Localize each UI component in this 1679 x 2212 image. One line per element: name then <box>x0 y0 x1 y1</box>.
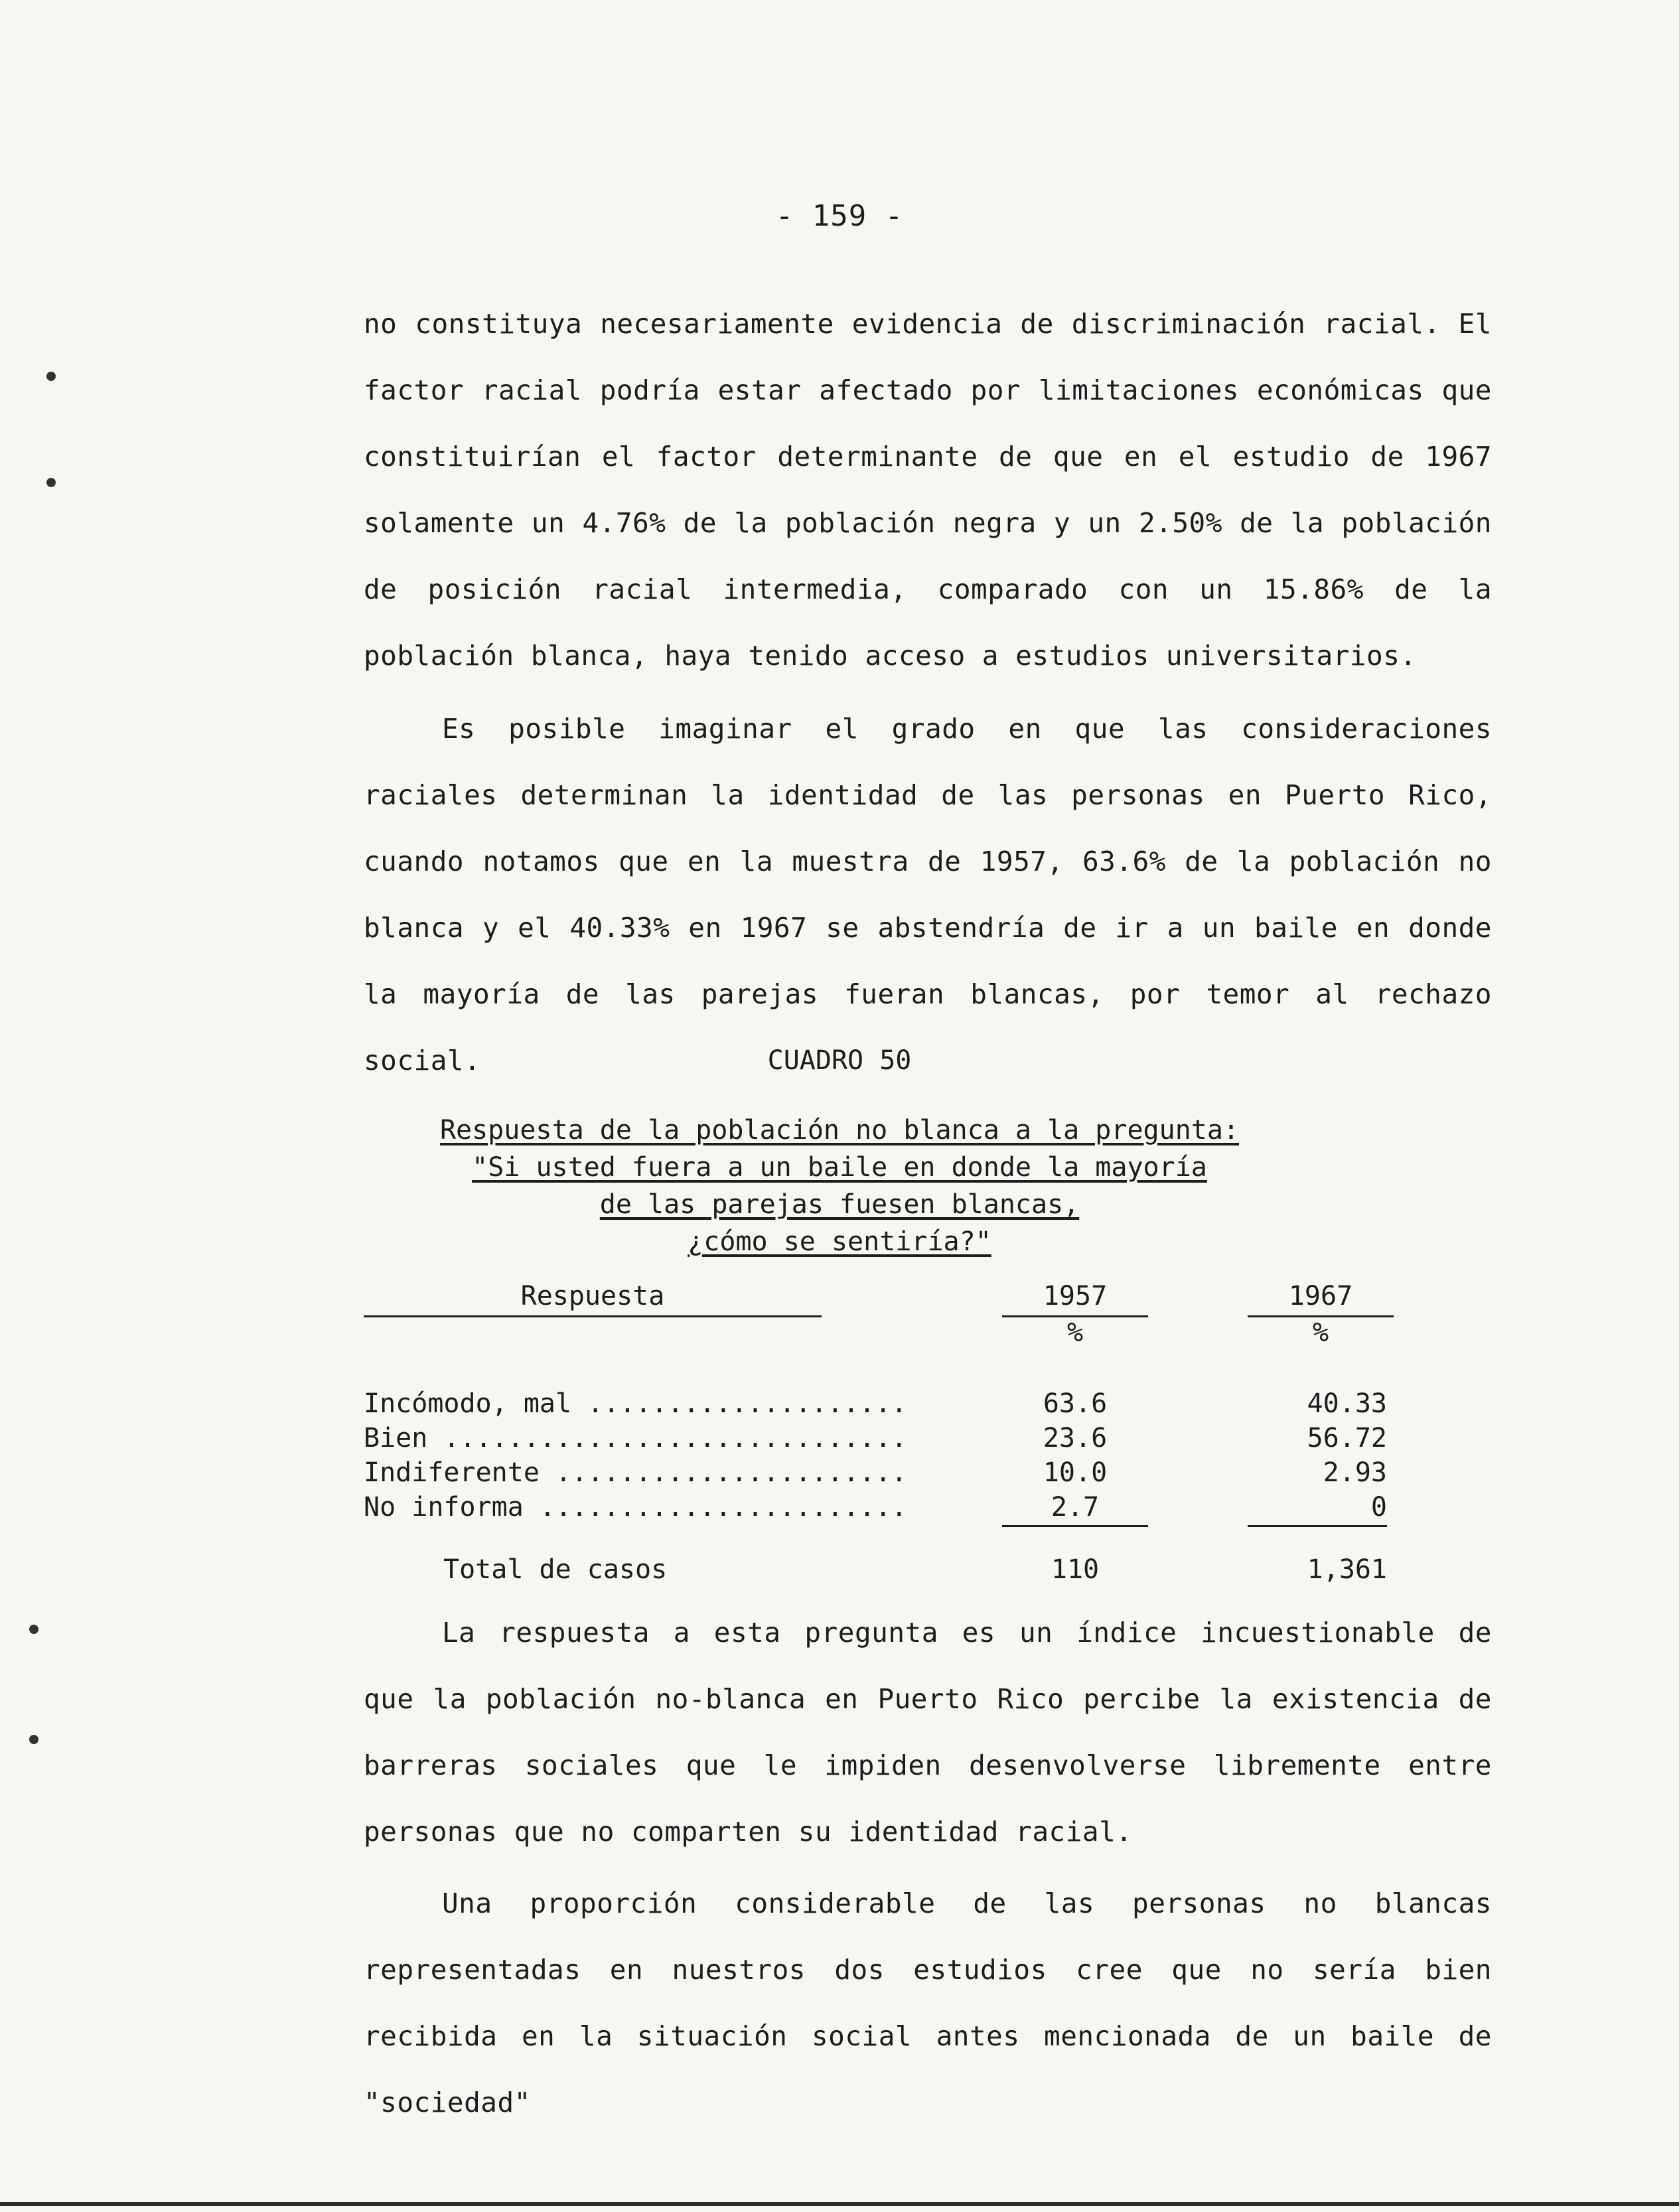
table-row <box>364 1386 1387 1422</box>
row-value-1967: 0 <box>1248 1489 1387 1527</box>
column-header-1957: 1957 <box>1002 1281 1148 1317</box>
row-value-1957: 63.6 <box>1043 1388 1108 1419</box>
column-header-1967: 1967 <box>1248 1281 1394 1317</box>
page-number: - 159 - <box>775 199 904 233</box>
paragraph-2: Es posible imaginar el grado en que las consideraciones raciales determinan la identidad de las personas en Puerto Rico, cuando notamos que en la muestra de 1957, 63.6% de la población no blanca y el 40.33% en 1967 se abstendría de ir a un baile en donde la mayoría de las parejas fueran blancas, por temor al rechazo social. <box>364 713 1492 1076</box>
table-total-row <box>364 1552 1387 1587</box>
row-value-1957: 2.7 <box>1002 1489 1148 1527</box>
paragraph-4: Una proporción considerable de las personas no blancas representadas en nuestros dos estudios cree que no sería bien recibida en la situación social antes mencionada de un baile de "sociedad" <box>364 1887 1492 2118</box>
table-title-line: "Si usted fuera a un baile en donde la mayoría <box>472 1152 1207 1183</box>
punch-hole-mark <box>29 1735 38 1744</box>
row-value-1957: 10.0 <box>1043 1457 1108 1488</box>
paragraph-3: La respuesta a esta pregunta es un índice incuestionable de que la población no-blanca en Puerto Rico percibe la existencia de barreras sociales que le impiden desenvolverse libremente entre personas que no comparten su identidad racial. <box>364 1617 1492 1848</box>
row-label: Indiferente ...................... <box>364 1457 907 1488</box>
table-row <box>364 1489 1387 1525</box>
table-row <box>364 1455 1387 1491</box>
column-header-response: Respuesta <box>364 1281 822 1317</box>
table-row <box>364 1420 1387 1456</box>
punch-hole-mark <box>46 372 56 381</box>
row-value-1967: 40.33 <box>1307 1388 1387 1419</box>
row-value-1967: 2.93 <box>1323 1457 1387 1488</box>
row-label: No informa ....................... <box>364 1492 907 1522</box>
table-label: CUADRO 50 <box>767 1045 912 1076</box>
table-title <box>0 1112 1679 1260</box>
percent-unit-1957: % <box>1066 1317 1084 1348</box>
punch-hole-mark <box>46 478 56 487</box>
row-label: Incómodo, mal .................... <box>364 1388 907 1419</box>
table-title-line: Respuesta de la población no blanca a la pregunta: <box>439 1115 1240 1145</box>
row-label: Bien ............................. <box>364 1423 907 1453</box>
percent-unit-1967: % <box>1312 1317 1329 1348</box>
paragraph-1: no constituya necesariamente evidencia de discriminación racial. El factor racial podría estar afectado por limitaciones económicas que constituirían el factor determinante de que en el estudio de 1967 solamente un 4.76% de la población negra y un 2.50% de la población de posición racial intermedia, comparado con un 15.86% de la población blanca, haya tenido acceso a estudios universitarios. <box>364 308 1492 672</box>
row-value-1967: 56.72 <box>1307 1423 1387 1453</box>
total-value-1957: 110 <box>1051 1554 1100 1585</box>
row-value-1957: 23.6 <box>1043 1423 1108 1453</box>
table-title-line: de las parejas fuesen blancas, <box>599 1189 1080 1220</box>
total-label: Total de casos <box>443 1554 668 1585</box>
page-bottom-edge <box>0 2202 1679 2206</box>
table-title-line: ¿cómo se sentiría?" <box>688 1226 991 1257</box>
punch-hole-mark <box>29 1625 38 1634</box>
total-value-1967: 1,361 <box>1307 1554 1387 1585</box>
